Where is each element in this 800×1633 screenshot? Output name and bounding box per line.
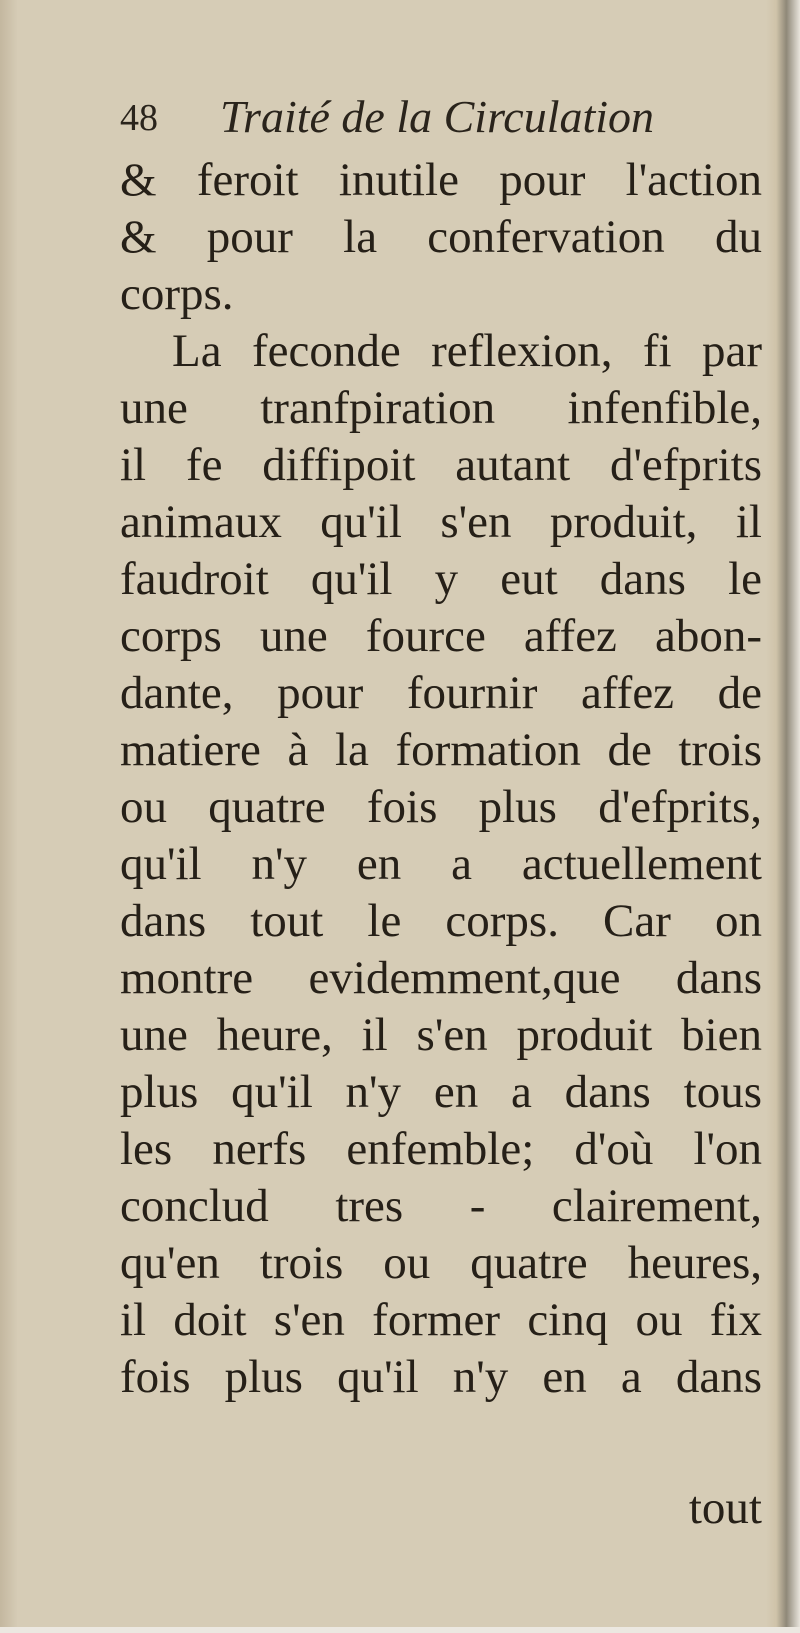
text-line: qu'il n'y en a actuellement	[120, 838, 762, 890]
catchword: tout	[688, 1482, 762, 1534]
page-bottom-edge	[0, 1627, 800, 1633]
text-line: il doit s'en former cinq ou fix	[120, 1294, 762, 1346]
text-line: animaux qu'il s'en produit, il	[120, 496, 762, 548]
text-line: qu'en trois ou quatre heures,	[120, 1237, 762, 1289]
text-line: ou quatre fois plus d'efprits,	[120, 781, 762, 833]
running-title: Traité de la Circulation	[220, 91, 655, 142]
text-line: dante, pour fournir affez de	[120, 667, 762, 719]
page-number: 48	[120, 97, 158, 139]
page-edge	[766, 0, 800, 1633]
text-line: les nerfs enfemble; d'où l'on	[120, 1123, 762, 1175]
text-line: matiere à la formation de trois	[120, 724, 762, 776]
body-text	[120, 152, 762, 1406]
text-line: dans tout le corps. Car on	[120, 895, 762, 947]
text-line: il fe diffipoit autant d'efprits	[120, 439, 762, 491]
text-line: faudroit qu'il y eut dans le	[120, 553, 762, 605]
text-line: fois plus qu'il n'y en a dans	[120, 1351, 762, 1403]
text-line: La feconde reflexion, fi par	[172, 325, 762, 377]
page-gutter-shadow	[0, 0, 18, 1633]
page-header	[120, 90, 760, 150]
text-line: & pour la confervation du	[120, 211, 762, 263]
text-line: & feroit inutile pour l'action	[120, 154, 762, 206]
text-line: plus qu'il n'y en a dans tous	[120, 1066, 762, 1118]
text-line: montre evidemment,que dans	[120, 952, 762, 1004]
text-line: une tranfpiration infenfible,	[120, 382, 762, 434]
text-line: conclud tres - clairement,	[120, 1180, 762, 1232]
text-line: corps une fource affez abon-	[120, 610, 762, 662]
text-line: une heure, il s'en produit bien	[120, 1009, 762, 1061]
text-line: corps.	[120, 268, 234, 320]
